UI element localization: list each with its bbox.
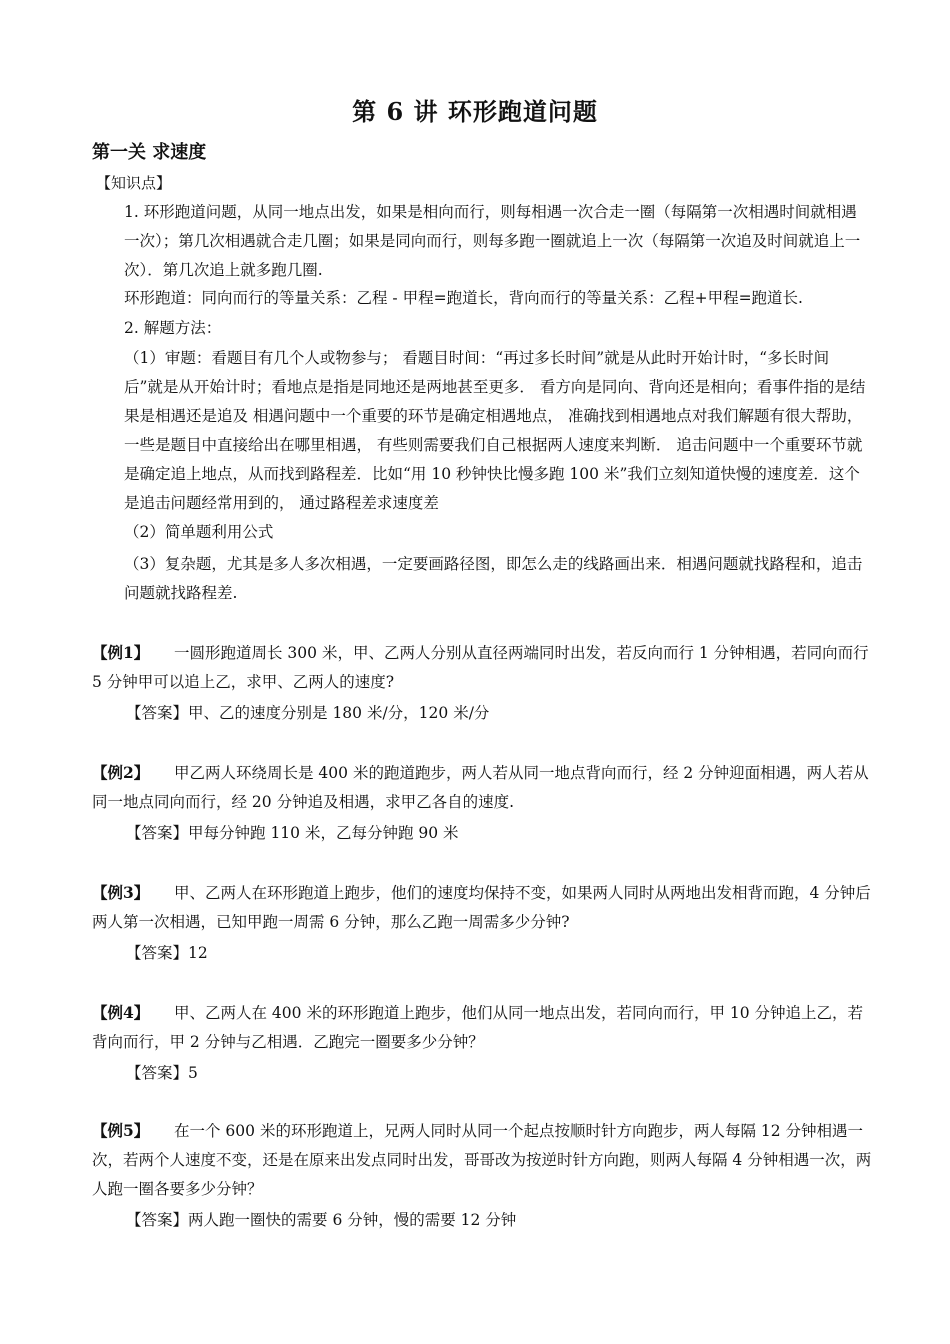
answer — [92, 819, 872, 848]
answer-text: 甲、乙的速度分别是 180 米/分，120 米/分 — [188, 704, 490, 722]
knowledge-paragraph-5: （2）简单题利用公式 — [124, 523, 274, 541]
answer-label: 【答案】 — [126, 704, 189, 722]
example-label: 【例1】 — [92, 643, 150, 662]
answer — [92, 1206, 872, 1235]
answer-label: 【答案】 — [126, 824, 189, 842]
knowledge-paragraph-6: （3）复杂题，尤其是多人多次相遇，一定要画路径图，即怎么走的线路画出来．相遇问题就找路程和，追击问题就找路程差. — [124, 555, 863, 602]
example-text: 甲、乙两人在环形跑道上跑步，他们的速度均保持不变，如果两人同时从两地出发相背而跑，4 分钟后两人第一次相遇，已知甲跑一周需 6 分钟，那么乙跑一周需多少分钟? — [92, 884, 871, 931]
example-label: 【例2】 — [92, 763, 150, 782]
answer-text: 5 — [188, 1064, 198, 1082]
example-label: 【例5】 — [92, 1121, 150, 1140]
page-title: 第 6 讲 环形跑道问题 — [352, 97, 598, 126]
section-heading: 第一关 求速度 — [92, 142, 207, 163]
answer-text: 12 — [188, 944, 208, 962]
answer-text: 两人跑一圈快的需要 6 分钟，慢的需要 12 分钟 — [188, 1211, 517, 1229]
knowledge-paragraph-3: 2. 解题方法： — [124, 319, 222, 337]
example-5 — [92, 1116, 872, 1235]
answer — [92, 699, 872, 728]
knowledge-paragraph-2: 环形跑道：同向而行的等量关系：乙程 - 甲程=跑道长，背向而行的等量关系：乙程+甲程=跑道长. — [124, 289, 803, 307]
example-text: 在一个 600 米的环形跑道上，兄两人同时从同一个起点按顺时针方向跑步，两人每隔 12 分钟相遇一次，若两个人速度不变，还是在原来出发点同时出发，哥哥改为按逆时针方向跑，则两人每隔 4 分钟相遇一次，两人跑一圈各要多少分钟？ — [92, 1122, 872, 1198]
knowledge-paragraph-4: （1）审题：看题目有几个人或物参与； 看题目时间：“再过多长时间”就是从此时开始计时，“多长时间后”就是从开始计时；看地点是指是同地还是两地甚至更多． 看方向是同向、背向还是相向；看事件指的是结果是相遇还是追及 相遇问题中一个重要的环节是确定相遇地点， 准确找到相遇地点对我们解题有很大帮助， 一些是题目中直接给出在哪里相遇， 有些则需要我们自己根据两人速度来判断． 追击问题中一个重要环节就是确定追上地点，从而找到路程差．比如“用 10 秒钟快比慢多跑 100 米”我们立刻知道快慢的速度差．这个是追击问题经常用到的， 通过路程差求速度差 — [124, 349, 866, 512]
knowledge-paragraph-1: 1. 环形跑道问题，从同一地点出发，如果是相向而行，则每相遇一次合走一圈（每隔第一次相遇时间就相遇一次）；第几次相遇就合走几圈；如果是同向而行，则每多跑一圈就追上一次（每隔第一次追及时间就追上一次）．第几次追上就多跑几圈. — [124, 203, 861, 279]
example-text: 甲、乙两人在 400 米的环形跑道上跑步，他们从同一地点出发，若同向而行，甲 10 分钟追上乙，若背向而行，甲 2 分钟与乙相遇．乙跑完一圈要多少分钟？ — [92, 1004, 864, 1051]
example-text: 一圆形跑道周长 300 米，甲、乙两人分别从直径两端同时出发，若反向而行 1 分钟相遇，若同向而行 5 分钟甲可以追上乙，求甲、乙两人的速度? — [92, 644, 869, 691]
example-label: 【例4】 — [92, 1003, 150, 1022]
example-1 — [92, 638, 872, 728]
answer — [92, 1059, 872, 1088]
answer-label: 【答案】 — [126, 1211, 189, 1229]
example-4 — [92, 998, 872, 1088]
answer — [92, 939, 872, 968]
answer-label: 【答案】 — [126, 944, 189, 962]
answer-text: 甲每分钟跑 110 米，乙每分钟跑 90 米 — [188, 824, 459, 842]
knowledge-label: 【知识点】 — [96, 174, 172, 192]
example-2 — [92, 758, 872, 848]
answer-label: 【答案】 — [126, 1064, 189, 1082]
example-3 — [92, 878, 872, 968]
example-label: 【例3】 — [92, 883, 150, 902]
example-text: 甲乙两人环绕周长是 400 米的跑道跑步，两人若从同一地点背向而行，经 2 分钟迎面相遇，两人若从同一地点同向而行，经 20 分钟追及相遇，求甲乙各自的速度. — [92, 764, 869, 811]
